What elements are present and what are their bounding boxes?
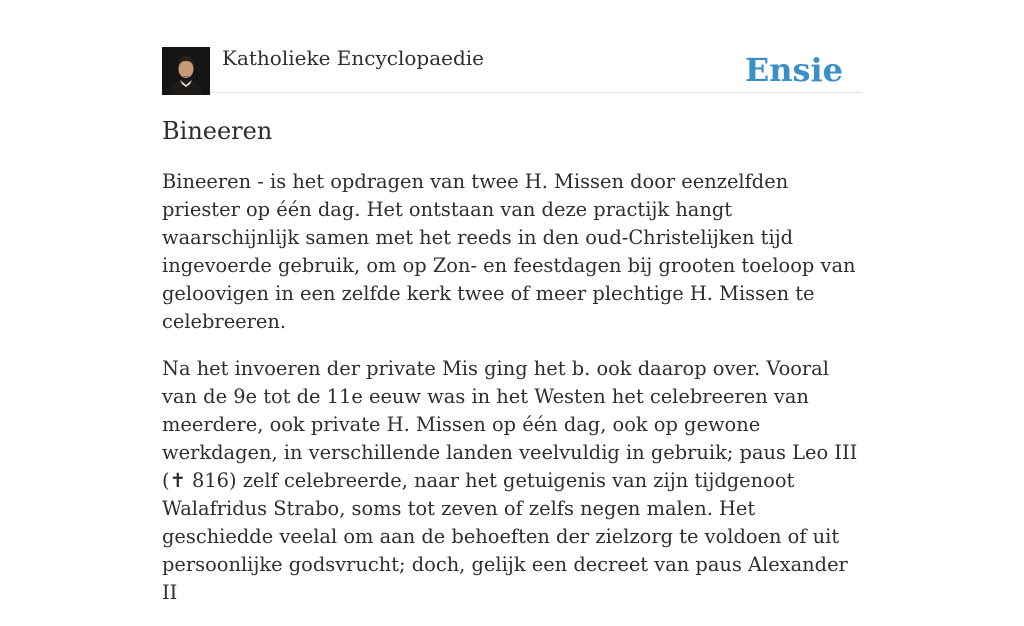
article-paragraph: Bineeren - is het opdragen van twee H. Missen door eenzelfden priester op één dag. Het ontstaan van deze practijk hangt waarschijnlijk samen met het reeds in den oud-Christelijken tijd ingevoerde gebruik, om op Zon- en feestdagen bij grooten toeloop van geloovigen in een zelfde kerk twee of meer plechtige H. Missen te celebreeren.: [162, 170, 856, 333]
article-paragraph: Na het invoeren der private Mis ging het b. ook daarop over. Vooral van de 9e tot de 11e eeuw was in het Westen het celebreeren van meerdere, ook private H. Missen op één dag, ook op gewone werkdagen, in verschillende landen veelvuldig in gebruik; paus Leo III (✝ 816) zelf celebreerde, naar het getuigenis van zijn tijdgenoot Walafridus Strabo, soms tot zeven of zelfs negen malen. Het geschiedde veelal om aan de behoeften der zielzorg te voldoen of uit persoonlijke godsvrucht; doch, gelijk een decreet van paus Alexander II: [162, 357, 858, 604]
page-title: Bineeren: [162, 117, 273, 145]
article-body: [162, 168, 862, 626]
portrait-avatar-icon[interactable]: [162, 47, 210, 95]
site-header: [162, 0, 862, 93]
brand-logo-link[interactable]: Ensie: [744, 51, 843, 89]
page: [162, 0, 862, 604]
site-name[interactable]: Katholieke Encyclopaedie: [222, 46, 484, 70]
